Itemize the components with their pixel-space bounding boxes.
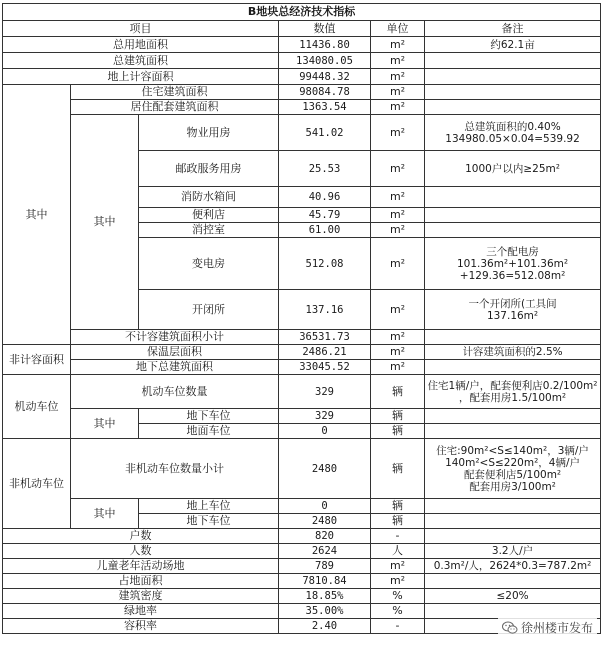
row-note — [425, 375, 601, 409]
table-row — [3, 375, 601, 409]
row-value: 789 — [279, 559, 371, 574]
note-line: +129.36=512.08m² — [459, 269, 566, 282]
table-row — [3, 85, 601, 100]
table-title-row — [3, 4, 601, 21]
row-label: 便利店 — [139, 208, 279, 223]
row-note: 计容建筑面积的2.5% — [425, 345, 601, 360]
group-label-qizhong: 其中 — [3, 85, 71, 345]
note-line: 137.16m² — [486, 309, 539, 322]
note-line: 配套便利店5/100m² — [463, 468, 562, 481]
row-unit: 辆 — [371, 409, 425, 424]
row-label: 容积率 — [3, 619, 279, 634]
row-unit: 辆 — [371, 424, 425, 439]
row-label: 总建筑面积 — [3, 53, 279, 69]
row-unit: 辆 — [371, 375, 425, 409]
row-note — [425, 115, 601, 151]
row-value: 134080.05 — [279, 53, 371, 69]
row-unit: 辆 — [371, 439, 425, 499]
note-line: 总建筑面积的0.40% — [464, 120, 561, 133]
row-note — [425, 100, 601, 115]
table-row — [3, 604, 601, 619]
row-value: 329 — [279, 375, 371, 409]
row-value: 329 — [279, 409, 371, 424]
table-row — [3, 574, 601, 589]
row-value: 1363.54 — [279, 100, 371, 115]
row-label: 占地面积 — [3, 574, 279, 589]
row-unit: - — [371, 529, 425, 544]
header-value: 数值 — [279, 21, 371, 37]
row-unit: m² — [371, 187, 425, 208]
watermark — [498, 618, 597, 637]
row-value: 11436.80 — [279, 37, 371, 53]
note-line: 101.36m²+101.36m² — [456, 257, 569, 270]
row-unit: m² — [371, 151, 425, 187]
row-note — [425, 360, 601, 375]
row-unit: m² — [371, 574, 425, 589]
row-label: 保温层面积 — [71, 345, 279, 360]
row-label: 地上车位 — [139, 499, 279, 514]
table-row — [3, 544, 601, 559]
row-note: 3.2人/户 — [425, 544, 601, 559]
note-line: 住宅1辆/户，配套便利店0.2/100m² — [427, 379, 598, 392]
row-label: 地上计容面积 — [3, 69, 279, 85]
row-note — [425, 604, 601, 619]
table-row — [3, 559, 601, 574]
row-value: 2486.21 — [279, 345, 371, 360]
table-row — [3, 499, 601, 514]
watermark-text: 徐州楼市发布 — [520, 621, 593, 635]
row-label: 物业用房 — [139, 115, 279, 151]
row-note — [425, 424, 601, 439]
row-unit: % — [371, 589, 425, 604]
row-label: 不计容建筑面积小计 — [71, 330, 279, 345]
row-value: 36531.73 — [279, 330, 371, 345]
row-unit: m² — [371, 53, 425, 69]
row-note — [425, 514, 601, 529]
row-unit: m² — [371, 360, 425, 375]
row-label: 变电房 — [139, 238, 279, 290]
row-label: 居住配套建筑面积 — [71, 100, 279, 115]
row-note — [425, 439, 601, 499]
row-value: 40.96 — [279, 187, 371, 208]
nonmotor-qizhong-label: 其中 — [71, 499, 139, 529]
row-note — [425, 499, 601, 514]
row-note — [425, 187, 601, 208]
table-row — [3, 589, 601, 604]
row-value: 0 — [279, 499, 371, 514]
table-row — [3, 360, 601, 375]
row-unit: 辆 — [371, 499, 425, 514]
table-row — [3, 330, 601, 345]
row-unit: m² — [371, 115, 425, 151]
group-label-non-counted: 非计容面积 — [3, 345, 71, 375]
row-label: 消防水箱间 — [139, 187, 279, 208]
table-row — [3, 529, 601, 544]
row-unit: m² — [371, 290, 425, 330]
wechat-icon — [502, 621, 518, 635]
row-unit: % — [371, 604, 425, 619]
row-value: 541.02 — [279, 115, 371, 151]
row-label: 总用地面积 — [3, 37, 279, 53]
table-row — [3, 37, 601, 53]
row-label: 地下车位 — [139, 409, 279, 424]
row-value: 35.00% — [279, 604, 371, 619]
group-label-motor: 机动车位 — [3, 375, 71, 439]
row-value: 0 — [279, 424, 371, 439]
row-value: 99448.32 — [279, 69, 371, 85]
table-row — [3, 69, 601, 85]
table-row — [3, 439, 601, 499]
row-label: 绿地率 — [3, 604, 279, 619]
row-label: 地面车位 — [139, 424, 279, 439]
row-unit: m² — [371, 69, 425, 85]
row-unit: 人 — [371, 544, 425, 559]
row-label: 非机动车位数量小计 — [71, 439, 279, 499]
row-note — [425, 238, 601, 290]
row-note — [425, 409, 601, 424]
row-label: 户数 — [3, 529, 279, 544]
note-line: 140m²<S≤220m²，4辆/户 — [445, 456, 580, 469]
row-value: 33045.52 — [279, 360, 371, 375]
table-row — [3, 115, 601, 151]
table-row — [3, 100, 601, 115]
row-value: 2480 — [279, 514, 371, 529]
row-note — [425, 529, 601, 544]
table-title: B地块总经济技术指标 — [3, 4, 601, 21]
note-line: 配套用房3/100m² — [469, 480, 556, 493]
row-note — [425, 223, 601, 238]
row-unit: m² — [371, 223, 425, 238]
row-label: 儿童老年活动场地 — [3, 559, 279, 574]
sub-group-label-qizhong: 其中 — [71, 115, 139, 330]
row-note — [425, 208, 601, 223]
economic-index-table — [2, 3, 601, 634]
row-value: 2624 — [279, 544, 371, 559]
table-row — [3, 409, 601, 424]
table-header-row — [3, 21, 601, 37]
row-value: 7810.84 — [279, 574, 371, 589]
row-label: 住宅建筑面积 — [71, 85, 279, 100]
table-row — [3, 53, 601, 69]
row-value: 137.16 — [279, 290, 371, 330]
header-unit: 单位 — [371, 21, 425, 37]
header-note: 备注 — [425, 21, 601, 37]
row-note — [425, 574, 601, 589]
row-note — [425, 53, 601, 69]
row-unit: m² — [371, 37, 425, 53]
row-unit: m² — [371, 559, 425, 574]
row-note: 约62.1亩 — [425, 37, 601, 53]
row-label: 机动车位数量 — [71, 375, 279, 409]
row-label: 人数 — [3, 544, 279, 559]
row-value: 25.53 — [279, 151, 371, 187]
table-row — [3, 345, 601, 360]
row-value: 18.85% — [279, 589, 371, 604]
row-value: 820 — [279, 529, 371, 544]
row-value: 2.40 — [279, 619, 371, 634]
row-label: 邮政服务用房 — [139, 151, 279, 187]
row-value: 512.08 — [279, 238, 371, 290]
row-unit: - — [371, 619, 425, 634]
row-note: 1000户以内≥25m² — [425, 151, 601, 187]
row-label: 消控室 — [139, 223, 279, 238]
row-note — [425, 85, 601, 100]
row-note — [425, 69, 601, 85]
row-value: 61.00 — [279, 223, 371, 238]
note-line: 住宅:90m²<S≤140m²，3辆/户 — [436, 444, 589, 457]
row-value: 98084.78 — [279, 85, 371, 100]
row-note: 0.3m²/人，2624*0.3=787.2m² — [425, 559, 601, 574]
row-unit: m² — [371, 330, 425, 345]
header-item: 项目 — [3, 21, 279, 37]
group-label-nonmotor: 非机动车位 — [3, 439, 71, 529]
row-label: 开闭所 — [139, 290, 279, 330]
note-line: 134980.05×0.04=539.92 — [445, 132, 580, 145]
note-line: ，配套用房1.5/100m² — [458, 391, 567, 404]
row-unit: 辆 — [371, 514, 425, 529]
row-label: 地下总建筑面积 — [71, 360, 279, 375]
row-note — [425, 330, 601, 345]
index-table-wrapper — [2, 3, 600, 634]
note-line: 三个配电房 — [486, 245, 539, 258]
row-value: 2480 — [279, 439, 371, 499]
row-unit: m² — [371, 238, 425, 290]
row-note: ≤20% — [425, 589, 601, 604]
note-line: 一个开闭所(工具间 — [468, 297, 557, 310]
row-label: 建筑密度 — [3, 589, 279, 604]
row-unit: m² — [371, 345, 425, 360]
row-unit: m² — [371, 208, 425, 223]
row-label: 地下车位 — [139, 514, 279, 529]
row-unit: m² — [371, 100, 425, 115]
row-note — [425, 290, 601, 330]
motor-qizhong-label: 其中 — [71, 409, 139, 439]
row-unit: m² — [371, 85, 425, 100]
row-value: 45.79 — [279, 208, 371, 223]
